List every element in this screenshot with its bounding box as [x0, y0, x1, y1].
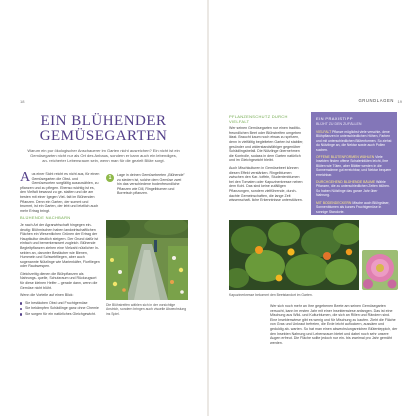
sidebar-text: Wähle Pflanzen, die zu unterschiedlichen Zeiten blühen. So haben Nützlinge das ganze Jahr über Nahrung. — [316, 180, 390, 198]
sidebar-keyword: DURCHGEHEND BLÜHENDE BÄUME — [316, 180, 376, 185]
figure-caption-left: Die Blühstreifen wählen sich in der vorsichtige Anstrich, sondern bringen auch visuelle Abwechslung ins Spiel. — [106, 303, 187, 316]
list-item: Sie bestäuben Obst und Fruchtgemüse — [20, 301, 100, 306]
nasturtium-photo — [229, 220, 359, 290]
sidebar-title: EIN PRAXISTIPP — [316, 116, 353, 121]
list-item: Sie bekämpfen Schädlinge ganz ohne Chemie — [20, 306, 100, 311]
garden-bed-illustration — [106, 220, 188, 300]
nasturtium-illustration — [229, 220, 359, 290]
praxistipp-box — [311, 112, 397, 215]
subhead-bluehende-nachbarn: BLÜHENDE NACHBARN — [20, 215, 71, 221]
sidebar-text: Mische auch Blühgräser, Sonnenblumen als kurzes Fruchtgemüse in sonnige Standorte. — [316, 200, 390, 214]
title-line-1: EIN BLÜHENDER — [40, 113, 167, 129]
sidebar-text: Viele Insekten finden offene Schalenblüten leicht, ihre Blüten wie Tüten, aber Blätter werden in die Sonnenwärme gut erreichbar, und Nektar bequem erreichbar. — [316, 155, 392, 177]
intro-text: Warum ein pur ökologischer Anschauerer im Garten nicht ausreichen? Ein nicht ist ein Gemüsegarten nicht nur als Ort des Anbaus, sondern er kann auch ein lebendiges, an- reicherter Lebensraum sein, wenn man für die gezielt Blüte sorgt. — [27, 148, 180, 164]
sidebar-item — [316, 155, 392, 177]
left-column-1 — [20, 172, 100, 404]
benefits-list — [20, 301, 100, 317]
sidebar-subtitle: BLÜHT ZU DEN ZUFÄLLEN — [316, 122, 362, 126]
flower-photo — [362, 250, 398, 290]
sidebar-keyword: OFFENE BLÜTENFORMEN WÄHLEN — [316, 155, 375, 160]
col1-para1-text: us einer Sicht reicht es nicht aus, für einen Gemüsegarten die Obst- und Gemüsesorten sorgfältig auszuwählen, zu pflanzen und zu pflegen. Ebenso wichtig ist es, den Vielfalt bewusst zu ge- stalten und die am besten mit einer Igegen Viel- falt im Blühenden Pflanzen. Denn ein Garten, der summt und brummt, ist ein Garten, der lebt und letztlich auch mehr Ertrag bringt. — [20, 172, 100, 213]
sidebar-item — [316, 180, 392, 198]
col1-para3: Gleichzeitig dienen die Blühpflanzen als Nahrungs- quelle, Schutzraum und Rückzugsort für diese kleinen Helfer – gerade dann, wenn die Gemüse nicht blüht. — [20, 271, 98, 290]
sidebar-item — [316, 201, 392, 214]
figure-caption-right: Kapuzinerkresse bekommt den Beetstandort im Garten. — [229, 293, 313, 297]
list-item: Sie sorgen für ein natürliches Gleichgewicht. — [20, 312, 100, 317]
dropcap: A — [20, 172, 31, 185]
title-line-2: GEMÜSEGARTEN — [39, 128, 168, 144]
left-column-2 — [117, 173, 187, 213]
right-page — [209, 0, 416, 416]
subhead-pflanzenschutz: PFLANZENSCHUTZ DURCH VIELFALT — [229, 114, 288, 124]
running-head: GRUNDLAGEN — [358, 98, 394, 103]
col1-list-intro: Wenn die Vorteile auf einen Blick: — [20, 293, 74, 298]
page-title — [20, 114, 187, 144]
col1-para2: Je nach Art der Agrarwirtschaft hingegen ein- deutig: Blühmischen haben landwirtschaftlichen Flächen ein Wesentlichen Grünen der Ertrag der Hauptkultur deutlich steigern. Der Grund dafür ist einfach und bemerkenswert zugleich. Blühende Begleitpflanzen ziehen eine Vielzahl nützlicher In- sekten an, darunter Bestäuber wie Bienen, Hummeln und Schwebfliegen, aber auch sogenannte Nützlinge wie Marienkäfer, Florfliegen oder Raubwespen. — [20, 222, 100, 269]
figure-number-badge: 1 — [106, 174, 114, 182]
sidebar-keyword: MIT BODENDECKERN — [316, 200, 352, 205]
sidebar-item — [316, 130, 392, 152]
right-bottom-para: Wer sich noch mehr an Ihre gegebenen Beete am seinen Gemüsegarten versucht, kann im ersten Jahr mit einer Insektenwiese anfangen. Das ist eine Mischung aus Wild- und Kulturblumen, die sich an Rillen und Rändern sind. Eine Insektenwiese gibt es wenig und für Mischung zu kaufen. Zieht die Fläche von Gras und Unkraut befreien, die Erde leicht auflockern, aussäen und geduldig ab- warten. So hat man einen abwechslungsreichen Blütenteppich, der den Insekten Nahrung und Lebensraum bietet und dabei noch sehr unsere Augen erfreut. Die Fläche sollte jedoch nur ein- bis zweimal pro Jahr gemäht werden. — [270, 304, 398, 345]
col1-para1 — [20, 172, 100, 213]
left-page — [0, 0, 207, 416]
sidebar-text: Pflanze möglichst viele verschie- dene Blühpflanzen in unterschiedlichen Höhen, Farben und mit unterschiedlichen Blütenformen. So ziehst du Nützlinge an, die Nektar sowie auch Pollen suchen. — [316, 130, 392, 152]
right-bottom-paragraph — [270, 304, 398, 356]
page-number-left: 18 — [20, 99, 25, 104]
right-para1: Wer seinen Gemüsegarten nur einen traditio- freundlichen Beet oder Blühstreifen umgeben lässt. Braucht kaum noch etwas zu spritzen, denn in vielfältig begleiteten Garten ist stabiler, gesünder und widerstandsfähiger gegenüber Schädlingsbefall. Die Nützlinge übernehmen die Kontrolle, sodass in dem Garten natürlich und im Gleichgewicht bleibt. — [229, 126, 304, 163]
flower-illustration — [362, 250, 398, 290]
right-column-1 — [229, 113, 305, 219]
garden-bed-photo — [106, 220, 188, 300]
page-number-right: 19 — [397, 99, 402, 104]
sidebar-keyword: VIELFALT — [316, 130, 332, 134]
right-para2: Auch Mischkulturen in Gemüsebeet können diesen Effekt verstärken. Ringelblumen zwischen den Kar- toffeln, Studentenblumen bei den Tomaten oder Kapuzinerkresse neben dem Kohl. Das sind keine zufälligen Pflanzungen, sondern zielführende, durch- dachte Gemeinschaften, die lange Zeit wissenschaft- liche Erkenntnisse unterstützen. — [229, 165, 303, 203]
col2-para1: Lage in deinen Gemüsebeeten „Blühende" zu siedern ist, solche dem Gemüse zwei hin das verschiedene bodenfreundliche Pflanzen wie Dill, Ringelblumen und Borretsch pflanzen. — [117, 173, 185, 196]
